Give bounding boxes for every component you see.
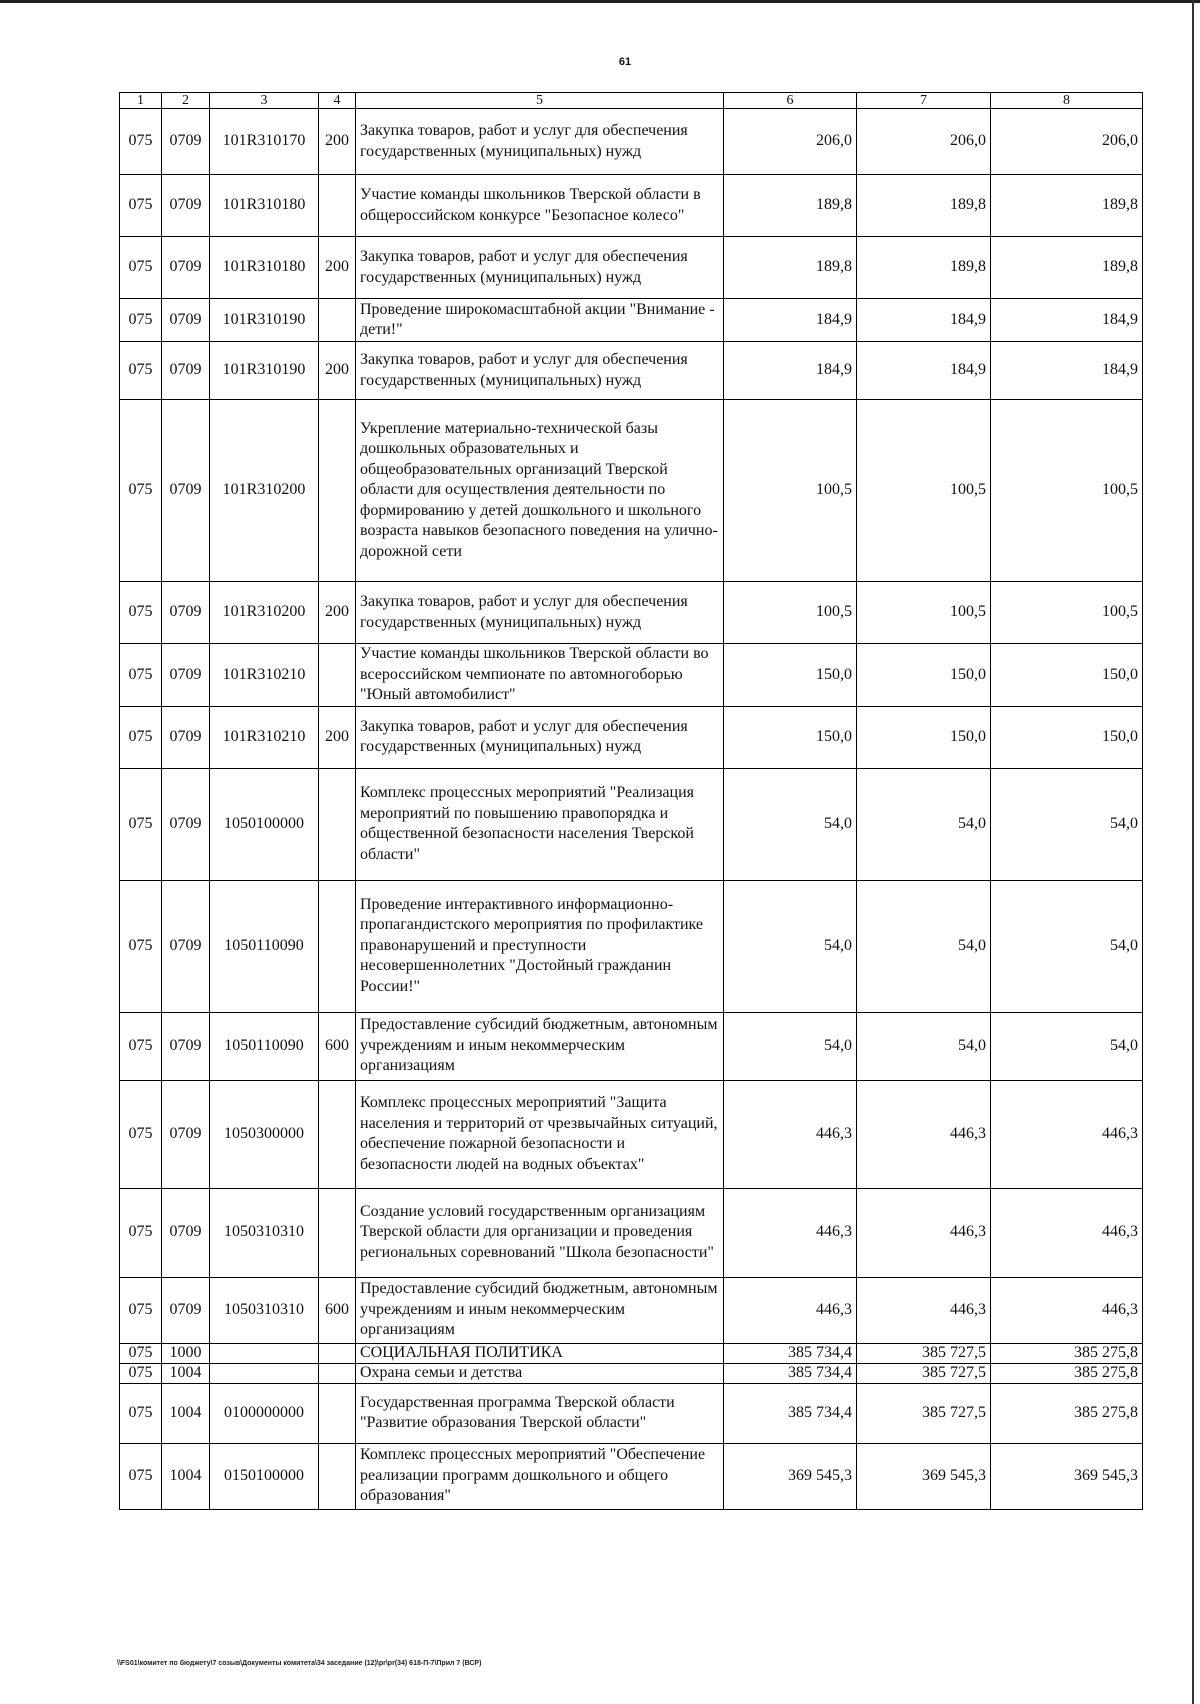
cell-c4: 200 <box>319 109 356 175</box>
cell-v8: 54,0 <box>991 1012 1143 1080</box>
table-row <box>120 1363 1143 1383</box>
cell-v7: 446,3 <box>857 1080 991 1188</box>
cell-v8: 446,3 <box>991 1277 1143 1343</box>
cell-c3: 101R310170 <box>210 109 319 175</box>
column-header: 5 <box>356 93 724 109</box>
cell-v7: 150,0 <box>857 644 991 707</box>
cell-v6: 100,5 <box>724 400 857 582</box>
cell-c2: 0709 <box>162 237 210 299</box>
cell-c2: 0709 <box>162 400 210 582</box>
cell-v7: 100,5 <box>857 400 991 582</box>
column-header: 1 <box>120 93 162 109</box>
cell-c4 <box>319 880 356 1012</box>
cell-c3: 0100000000 <box>210 1383 319 1443</box>
cell-c1: 075 <box>120 1012 162 1080</box>
cell-v7: 54,0 <box>857 880 991 1012</box>
cell-c3: 101R310180 <box>210 237 319 299</box>
cell-v8: 385 275,8 <box>991 1343 1143 1363</box>
cell-desc: Комплекс процессных мероприятий "Обеспечение реализации программ дошкольного и общего образования" <box>356 1443 724 1509</box>
cell-v8: 206,0 <box>991 109 1143 175</box>
column-header: 3 <box>210 93 319 109</box>
table-row <box>120 1443 1143 1509</box>
cell-c4: 200 <box>319 237 356 299</box>
cell-v8: 189,8 <box>991 237 1143 299</box>
cell-v8: 100,5 <box>991 582 1143 644</box>
cell-v8: 184,9 <box>991 342 1143 400</box>
cell-v8: 100,5 <box>991 400 1143 582</box>
cell-c3: 1050100000 <box>210 768 319 880</box>
table-row <box>120 880 1143 1012</box>
cell-v7: 446,3 <box>857 1188 991 1277</box>
column-header: 7 <box>857 93 991 109</box>
cell-c1: 075 <box>120 109 162 175</box>
cell-desc: Предоставление субсидий бюджетным, автономным учреждениям и иным некоммерческим организациям <box>356 1277 724 1343</box>
table-row <box>120 768 1143 880</box>
cell-c1: 075 <box>120 706 162 768</box>
cell-c2: 1000 <box>162 1343 210 1363</box>
cell-c3: 1050310310 <box>210 1188 319 1277</box>
cell-c4: 200 <box>319 582 356 644</box>
cell-c1: 075 <box>120 582 162 644</box>
cell-v6: 54,0 <box>724 1012 857 1080</box>
cell-v7: 54,0 <box>857 1012 991 1080</box>
cell-c2: 1004 <box>162 1383 210 1443</box>
cell-c4 <box>319 1443 356 1509</box>
cell-c4 <box>319 1080 356 1188</box>
budget-table <box>119 92 1143 1510</box>
cell-desc: Укрепление материально-технической базы дошкольных образовательных и общеобразовательных организаций Тверской области для осуществления деятельности по формированию у детей дошкольного и школьного возраста навыков безопасного поведения на улично-дорожной сети <box>356 400 724 582</box>
cell-desc: Закупка товаров, работ и услуг для обеспечения государственных (муниципальных) нужд <box>356 706 724 768</box>
cell-c2: 0709 <box>162 880 210 1012</box>
cell-v7: 385 727,5 <box>857 1343 991 1363</box>
table-row <box>120 644 1143 707</box>
cell-c1: 075 <box>120 1080 162 1188</box>
cell-c2: 0709 <box>162 342 210 400</box>
footer-file-path: \\FS01\комитет по бюджету\7 созыв\Документы комитета\34 заседание (12)\pr\pr(34) 618-П-7\Прил 7 (ВСР) <box>117 1660 482 1667</box>
table-row <box>120 1343 1143 1363</box>
cell-c2: 0709 <box>162 706 210 768</box>
cell-c3: 101R310190 <box>210 342 319 400</box>
cell-c1: 075 <box>120 400 162 582</box>
cell-c4 <box>319 400 356 582</box>
cell-c2: 0709 <box>162 109 210 175</box>
cell-v8: 150,0 <box>991 706 1143 768</box>
cell-c3: 101R310190 <box>210 299 319 342</box>
cell-v6: 54,0 <box>724 880 857 1012</box>
cell-c3: 101R310200 <box>210 582 319 644</box>
cell-c1: 075 <box>120 644 162 707</box>
cell-v7: 369 545,3 <box>857 1443 991 1509</box>
cell-v8: 54,0 <box>991 880 1143 1012</box>
cell-c2: 0709 <box>162 768 210 880</box>
cell-c3: 1050110090 <box>210 880 319 1012</box>
page-number: 61 <box>618 56 632 68</box>
cell-c4: 200 <box>319 342 356 400</box>
cell-c3: 0150100000 <box>210 1443 319 1509</box>
cell-v6: 369 545,3 <box>724 1443 857 1509</box>
cell-v8: 446,3 <box>991 1080 1143 1188</box>
cell-v6: 150,0 <box>724 644 857 707</box>
table-header-row <box>120 93 1143 109</box>
cell-desc: Государственная программа Тверской области "Развитие образования Тверской области" <box>356 1383 724 1443</box>
cell-desc: Закупка товаров, работ и услуг для обеспечения государственных (муниципальных) нужд <box>356 237 724 299</box>
cell-c4 <box>319 1383 356 1443</box>
column-header: 6 <box>724 93 857 109</box>
cell-c1: 075 <box>120 299 162 342</box>
table-row <box>120 1080 1143 1188</box>
cell-c4 <box>319 299 356 342</box>
cell-v8: 369 545,3 <box>991 1443 1143 1509</box>
cell-c2: 1004 <box>162 1443 210 1509</box>
cell-c2: 0709 <box>162 299 210 342</box>
cell-v8: 184,9 <box>991 299 1143 342</box>
cell-c4 <box>319 1363 356 1383</box>
table-row <box>120 175 1143 237</box>
cell-c1: 075 <box>120 175 162 237</box>
cell-v7: 189,8 <box>857 175 991 237</box>
cell-c1: 075 <box>120 1188 162 1277</box>
cell-v6: 446,3 <box>724 1080 857 1188</box>
cell-c1: 075 <box>120 1277 162 1343</box>
cell-c1: 075 <box>120 1343 162 1363</box>
cell-c4 <box>319 175 356 237</box>
cell-c1: 075 <box>120 342 162 400</box>
cell-v8: 189,8 <box>991 175 1143 237</box>
cell-v7: 206,0 <box>857 109 991 175</box>
cell-v6: 54,0 <box>724 768 857 880</box>
cell-v6: 206,0 <box>724 109 857 175</box>
cell-v6: 189,8 <box>724 175 857 237</box>
cell-c2: 1004 <box>162 1363 210 1383</box>
cell-c2: 0709 <box>162 1277 210 1343</box>
table-row <box>120 1383 1143 1443</box>
cell-c3: 101R310180 <box>210 175 319 237</box>
cell-c3: 1050310310 <box>210 1277 319 1343</box>
cell-desc: Охрана семьи и детства <box>356 1363 724 1383</box>
cell-c1: 075 <box>120 768 162 880</box>
cell-desc: Закупка товаров, работ и услуг для обеспечения государственных (муниципальных) нужд <box>356 109 724 175</box>
table-row <box>120 1188 1143 1277</box>
cell-v7: 184,9 <box>857 299 991 342</box>
cell-v7: 385 727,5 <box>857 1383 991 1443</box>
cell-desc: Закупка товаров, работ и услуг для обеспечения государственных (муниципальных) нужд <box>356 582 724 644</box>
cell-v7: 189,8 <box>857 237 991 299</box>
cell-c3 <box>210 1363 319 1383</box>
column-header: 8 <box>991 93 1143 109</box>
cell-c1: 075 <box>120 1363 162 1383</box>
cell-v8: 446,3 <box>991 1188 1143 1277</box>
cell-c2: 0709 <box>162 644 210 707</box>
cell-v7: 385 727,5 <box>857 1363 991 1383</box>
cell-v6: 100,5 <box>724 582 857 644</box>
cell-c4 <box>319 1343 356 1363</box>
column-header: 4 <box>319 93 356 109</box>
cell-c1: 075 <box>120 880 162 1012</box>
table-row <box>120 1012 1143 1080</box>
cell-desc: Создание условий государственным организациям Тверской области для организации и проведения региональных соревнований "Школа безопасности" <box>356 1188 724 1277</box>
cell-desc: Комплекс процессных мероприятий "Защита населения и территорий от чрезвычайных ситуаций, обеспечение пожарной безопасности и безопасности людей на водных объектах" <box>356 1080 724 1188</box>
scan-top-edge <box>0 0 1200 3</box>
cell-c1: 075 <box>120 237 162 299</box>
table-row <box>120 299 1143 342</box>
column-header: 2 <box>162 93 210 109</box>
cell-v6: 446,3 <box>724 1188 857 1277</box>
cell-c4 <box>319 644 356 707</box>
cell-desc: Комплекс процессных мероприятий "Реализация мероприятий по повышению правопорядка и общественной безопасности населения Тверской области" <box>356 768 724 880</box>
cell-v6: 446,3 <box>724 1277 857 1343</box>
cell-c2: 0709 <box>162 1012 210 1080</box>
cell-c3: 101R310200 <box>210 400 319 582</box>
cell-v8: 54,0 <box>991 768 1143 880</box>
cell-c1: 075 <box>120 1383 162 1443</box>
cell-desc: Проведение интерактивного информационно-пропагандистского мероприятия по профилактике правонарушений и преступности несовершеннолетних "Достойный гражданин России!" <box>356 880 724 1012</box>
cell-v6: 150,0 <box>724 706 857 768</box>
cell-c3 <box>210 1343 319 1363</box>
cell-c1: 075 <box>120 1443 162 1509</box>
table-row <box>120 109 1143 175</box>
table-row <box>120 342 1143 400</box>
cell-desc: Проведение широкомасштабной акции "Внимание - дети!" <box>356 299 724 342</box>
cell-c3: 101R310210 <box>210 644 319 707</box>
table-row <box>120 706 1143 768</box>
cell-c2: 0709 <box>162 582 210 644</box>
cell-c4: 600 <box>319 1277 356 1343</box>
cell-desc: Закупка товаров, работ и услуг для обеспечения государственных (муниципальных) нужд <box>356 342 724 400</box>
cell-c3: 1050110090 <box>210 1012 319 1080</box>
cell-desc: Предоставление субсидий бюджетным, автономным учреждениям и иным некоммерческим организациям <box>356 1012 724 1080</box>
cell-v7: 100,5 <box>857 582 991 644</box>
cell-c4: 600 <box>319 1012 356 1080</box>
scan-right-edge <box>1192 0 1194 1704</box>
cell-c3: 101R310210 <box>210 706 319 768</box>
cell-v6: 385 734,4 <box>724 1343 857 1363</box>
cell-desc: СОЦИАЛЬНАЯ ПОЛИТИКА <box>356 1343 724 1363</box>
cell-v7: 446,3 <box>857 1277 991 1343</box>
cell-v7: 54,0 <box>857 768 991 880</box>
cell-v6: 385 734,4 <box>724 1363 857 1383</box>
cell-v6: 184,9 <box>724 299 857 342</box>
table-row <box>120 400 1143 582</box>
cell-desc: Участие команды школьников Тверской области в общероссийском конкурсе "Безопасное колесо" <box>356 175 724 237</box>
cell-v6: 385 734,4 <box>724 1383 857 1443</box>
cell-c3: 1050300000 <box>210 1080 319 1188</box>
cell-v7: 184,9 <box>857 342 991 400</box>
cell-v8: 385 275,8 <box>991 1383 1143 1443</box>
cell-c4: 200 <box>319 706 356 768</box>
cell-v6: 189,8 <box>724 237 857 299</box>
cell-desc: Участие команды школьников Тверской области во всероссийском чемпионате по автомногоборью "Юный автомобилист" <box>356 644 724 707</box>
cell-c2: 0709 <box>162 175 210 237</box>
cell-c2: 0709 <box>162 1080 210 1188</box>
table-row <box>120 237 1143 299</box>
table-row <box>120 582 1143 644</box>
cell-c4 <box>319 1188 356 1277</box>
cell-v8: 385 275,8 <box>991 1363 1143 1383</box>
cell-c4 <box>319 768 356 880</box>
cell-v7: 150,0 <box>857 706 991 768</box>
table-row <box>120 1277 1143 1343</box>
cell-v6: 184,9 <box>724 342 857 400</box>
cell-v8: 150,0 <box>991 644 1143 707</box>
cell-c2: 0709 <box>162 1188 210 1277</box>
